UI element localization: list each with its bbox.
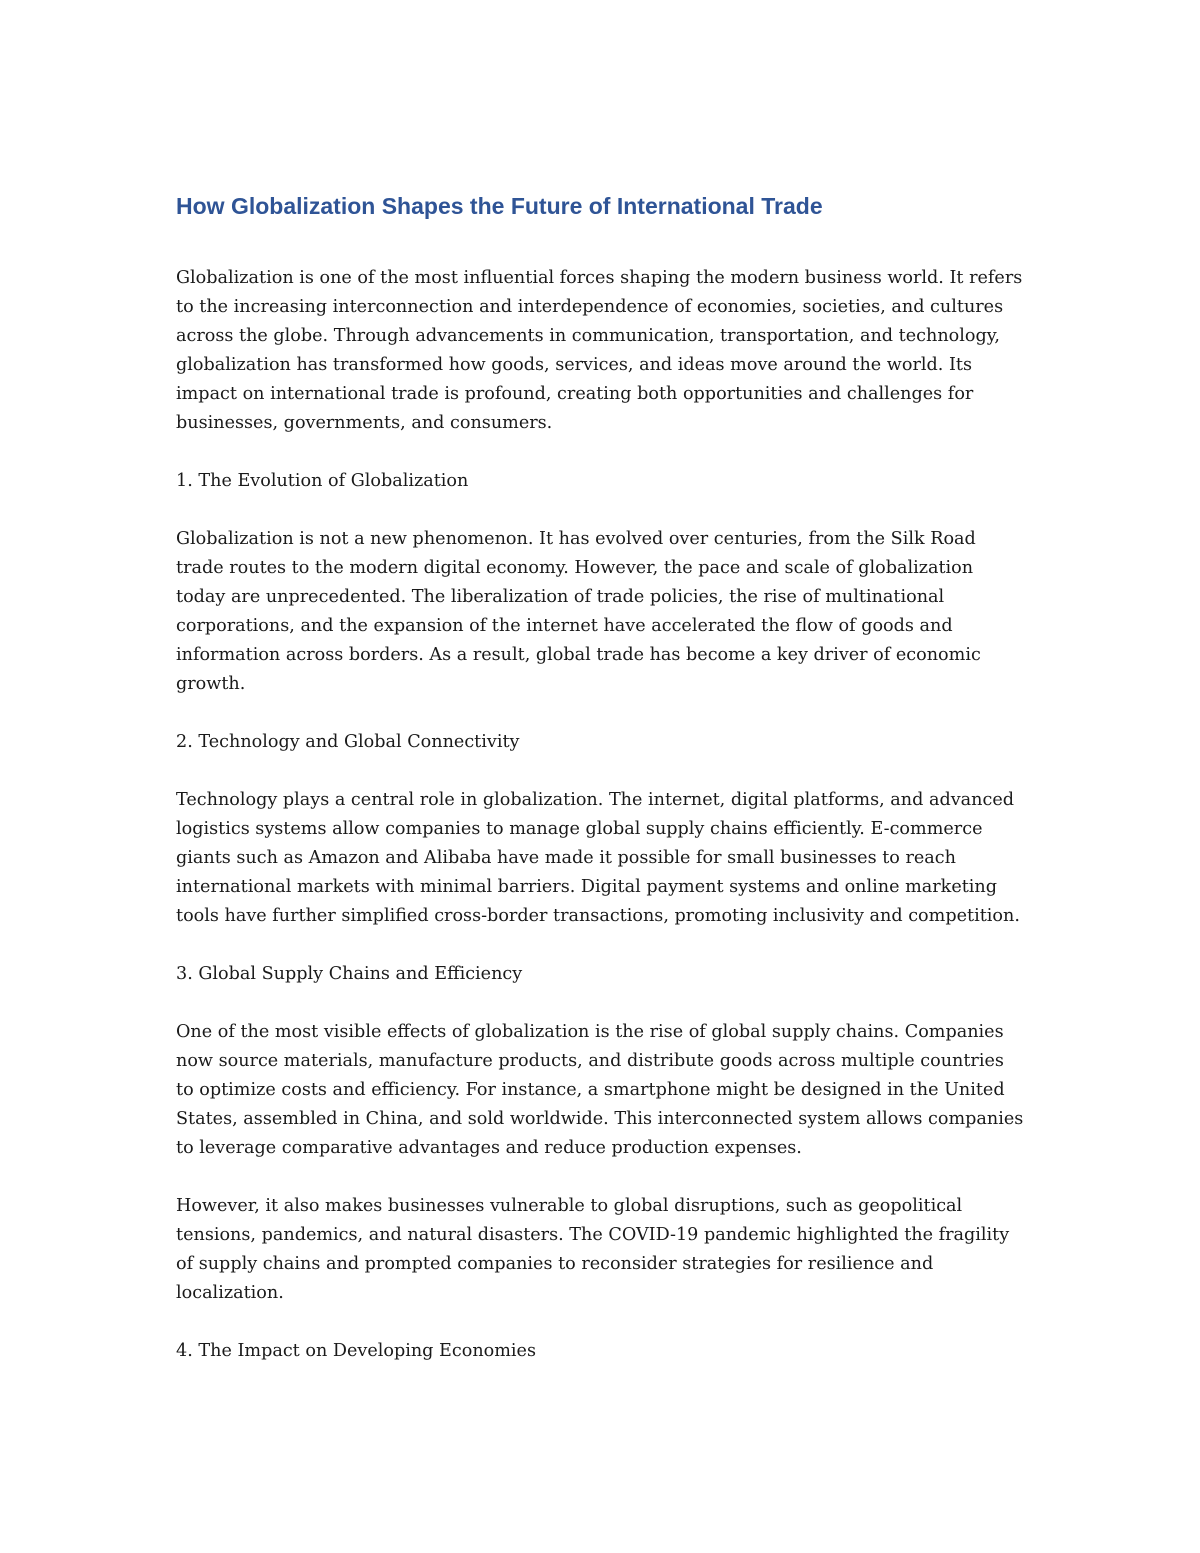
section-heading-evolution: 1. The Evolution of Globalization — [176, 471, 469, 491]
section-paragraph: However, it also makes businesses vulnerable to global disruptions, such as geopolitical tensions, pandemics, and natural disasters. The COVID-19 pandemic highlighted the fragility of supply chains and prompted companies to reconsider strategies for resilience and localization. — [176, 1196, 1010, 1303]
document-title: How Globalization Shapes the Future of International Trade — [176, 193, 823, 219]
section-heading-developing-economies: 4. The Impact on Developing Economies — [176, 1341, 536, 1361]
section-paragraph: One of the most visible effects of globalization is the rise of global supply chains. Companies now source materials, manufacture products, and distribute goods across multiple countries to optimize costs and efficiency. For instance, a smartphone might be designed in the United States, assembled in China, and sold worldwide. This interconnected system allows companies to leverage comparative advantages and reduce production expenses. — [176, 1022, 1024, 1158]
section-paragraph: Globalization is not a new phenomenon. It has evolved over centuries, from the Silk Road trade routes to the modern digital economy. However, the pace and scale of globalization today are unprecedented. The liberalization of trade policies, the rise of multinational corporations, and the expansion of the internet have accelerated the flow of goods and information across borders. As a result, global trade has become a key driver of economic growth. — [176, 529, 981, 694]
intro-paragraph: Globalization is one of the most influential forces shaping the modern business world. It refers to the increasing interconnection and interdependence of economies, societies, and cultures across the globe. Through advancements in communication, transportation, and technology, globalization has transformed how goods, services, and ideas move around the world. Its impact on international trade is profound, creating both opportunities and challenges for businesses, governments, and consumers. — [176, 268, 1023, 433]
section-paragraph: Technology plays a central role in globalization. The internet, digital platforms, and advanced logistics systems allow companies to manage global supply chains efficiently. E-commerce giants such as Amazon and Alibaba have made it possible for small businesses to reach international markets with minimal barriers. Digital payment systems and online marketing tools have further simplified cross-border transactions, promoting inclusivity and competition. — [176, 790, 1020, 926]
section-heading-supply-chains: 3. Global Supply Chains and Efficiency — [176, 964, 523, 984]
document-body — [176, 190, 1026, 1395]
section-heading-technology: 2. Technology and Global Connectivity — [176, 732, 520, 752]
